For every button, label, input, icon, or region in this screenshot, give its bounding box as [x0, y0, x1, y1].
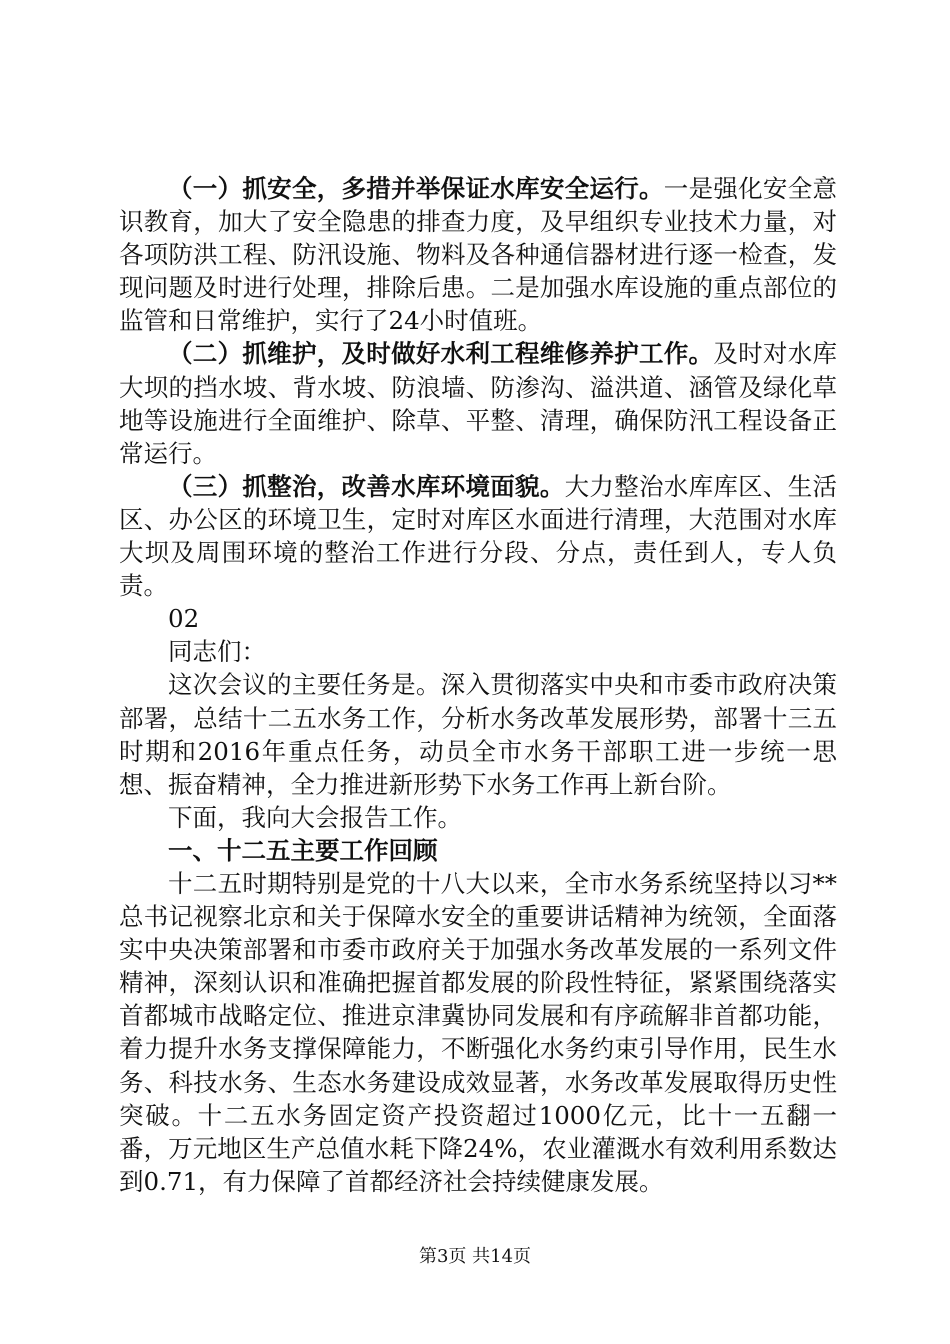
paragraph-lead: （二）抓维护，及时做好水利工程维修养护工作。 — [168, 339, 714, 369]
salutation: 同志们： — [168, 637, 266, 667]
paragraph-report-intro: 下面，我向大会报告工作。 — [168, 802, 462, 832]
paragraph-text: 及时对水库大坝的挡水坡、背水坡、防浪墙、防渗沟、溢洪道、涵管及绿化草地等设施进行全面维护、除草、平整、清理，确保防汛工程设备正常运行。 — [119, 339, 837, 468]
paragraph-text: 一是强化安全意识教育，加大了安全隐患的排查力度，及早组织专业技术力量，对各项防洪工程、防汛设施、物料及各种通信器材进行逐一检查，发现问题及时进行处理，排除后患。二是加强水库设施的重点部位的监管和日常维护，实行了24小时值班。 — [119, 174, 838, 336]
section-number: 02 — [168, 604, 200, 634]
paragraph-meeting-task: 这次会议的主要任务是。深入贯彻落实中央和市委市政府决策部署，总结十二五水务工作，分析水务改革发展形势，部署十三五时期和2016年重点任务，动员全市水务干部职工进一步统一思想、振奋精神，全力推进新形势下水务工作再上新台阶。 — [119, 670, 837, 799]
paragraph-lead: （三）抓整治，改善水库环境面貌。 — [168, 471, 565, 501]
paragraph-lead: （一）抓安全，多措并举保证水库安全运行。 — [168, 174, 664, 203]
section-heading: 一、十二五主要工作回顾 — [168, 835, 438, 865]
paragraph-rectification — [119, 470, 837, 602]
document-body — [119, 172, 837, 1198]
page-footer: 第3页 共14页 — [418, 1246, 532, 1267]
paragraph-maintenance — [119, 337, 837, 469]
paragraph-review: 十二五时期特别是党的十八大以来，全市水务系统坚持以习**总书记视察北京和关于保障水安全的重要讲话精神为统领，全面落实中央决策部署和市委市政府关于加强水务改革发展的一系列文件精神，深刻认识和准确把握首都发展的阶段性特征，紧紧围绕落实首都城市战略定位、推进京津冀协同发展和有序疏解非首都功能，着力提升水务支撑保障能力，不断强化水务约束引导作用，民生水务、科技水务、生态水务建设成效显著，水务改革发展取得历史性突破。十二五水务固定资产投资超过1000亿元，比十一五翻一番，万元地区生产总值水耗下降24%，农业灌溉水有效利用系数达到0.71，有力保障了首都经济社会持续健康发展。 — [119, 868, 837, 1196]
paragraph-safety — [119, 172, 837, 337]
paragraph-text: 大力整治水库库区、生活区、办公区的环境卫生，定时对库区水面进行清理，大范围对水库大坝及周围环境的整治工作进行分段、分点，责任到人，专人负责。 — [119, 471, 838, 601]
